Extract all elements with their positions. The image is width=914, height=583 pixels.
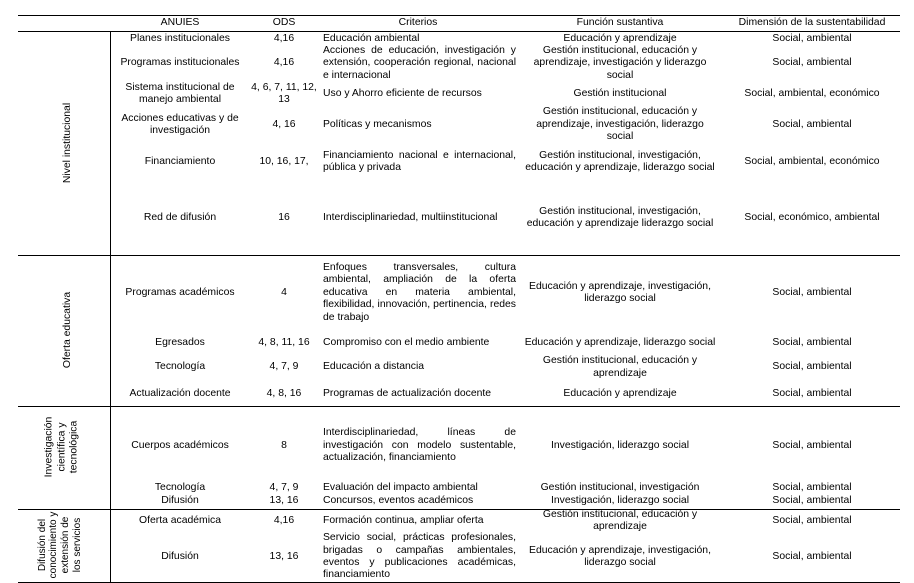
criterios-text: Programas de actualización docente [323,387,492,399]
criterios-text: Compromiso con el medio ambiente [323,336,490,348]
ods-text: 4, 16 [272,118,296,130]
criterios-text: Acciones de educación, investigación y extensión, cooperación regional, nacional e internacional [323,44,516,81]
funcion-text: Educación y aprendizaje [563,32,677,44]
header-anuies: ANUIES [160,17,200,29]
header-dimension: Dimensión de la sustentabilidad [738,17,886,29]
cell-dimension [722,330,902,356]
section-group-label: Investigación científica y tecnológica [43,416,80,478]
criterios-text: Financiamiento nacional e internacional, pública y privada [323,149,516,173]
anuies-text: Cuerpos académicos [131,439,229,451]
cell-funcion [524,510,716,532]
funcion-text: Gestión institucional, educación y aprendizaje [542,355,698,379]
anuies-text: Actualización docente [129,387,231,399]
ods-text: 4,16 [273,514,295,526]
dimension-text: Social, ambiental [772,550,852,562]
ods-text: 4, 7, 9 [269,361,299,373]
cell-criterios [323,510,516,532]
section-group-label: Nivel institucional [61,102,73,184]
criterios-text: Uso y Ahorro eficiente de recursos [323,87,482,99]
cell-ods [250,482,318,495]
cell-ods [250,108,318,142]
anuies-text: Programas institucionales [120,57,240,69]
cell-anuies [112,330,248,356]
section-group-label: Difusión del conocimiento y extensión de los servicios [36,511,83,579]
ods-text: 13, 16 [269,550,299,562]
cell-anuies [112,355,248,380]
dimension-text: Social, económico, ambiental [744,211,880,223]
ods-text: 8 [281,439,287,451]
cell-criterios [323,44,516,81]
cell-ods [250,31,318,47]
dimension-text: Social, ambiental [772,439,852,451]
cell-anuies [112,510,248,532]
cell-criterios [323,198,516,238]
cell-dimension [722,355,902,380]
cell-anuies [112,482,248,495]
criterios-text: Formación continua, ampliar oferta [323,514,484,526]
cell-anuies [112,384,248,404]
cell-dimension [722,384,902,404]
anuies-text: Egresados [155,336,205,348]
cell-criterios [323,355,516,380]
cell-funcion [524,198,716,238]
dimension-text: Social, ambiental [772,514,852,526]
anuies-text: Difusión [161,495,199,507]
anuies-text: Programas académicos [125,286,235,298]
funcion-text: Gestión institucional, educación y aprendizaje, investigación y liderazgo social [533,44,707,81]
cell-anuies [112,424,248,468]
cell-dimension [722,142,902,182]
funcion-text: Gestión institucional, investigación [540,482,700,494]
dimension-text: Social, ambiental [772,336,852,348]
cell-criterios [323,330,516,356]
dimension-text: Social, ambiental [772,118,852,130]
cell-criterios [323,80,516,108]
cell-criterios [323,108,516,142]
header-criterios: Criterios [398,17,438,29]
funcion-text: Educación y aprendizaje, investigación, liderazgo social [529,280,711,304]
cell-dimension [722,532,902,582]
cell-criterios [323,482,516,495]
ods-text: 4,16 [273,57,295,69]
dimension-text: Social, ambiental [772,495,852,507]
cell-funcion [524,384,716,404]
anuies-text: Planes institucionales [130,32,230,44]
cell-criterios [323,495,516,508]
ods-text: 4, 8, 16 [266,387,302,399]
cell-ods [250,424,318,468]
header-ods: ODS [272,17,296,29]
funcion-text: Gestión institucional, educación y aprendizaje [542,508,698,532]
cell-funcion [524,482,716,495]
criterios-text: Políticas y mecanismos [323,118,432,130]
anuies-text: Acciones educativas y de investigación [121,112,239,136]
anuies-text: Financiamiento [144,155,216,167]
cell-criterios [323,142,516,182]
dimension-text: Social, ambiental [772,286,852,298]
cell-dimension [722,510,902,532]
anuies-text: Tecnología [154,361,206,373]
funcion-text: Gestión institucional, investigación, educación y aprendizaje, liderazgo social [525,149,715,173]
cell-anuies [112,31,248,47]
cell-dimension [722,258,902,328]
dimension-text: Social, ambiental [772,32,852,44]
ods-text: 4, 6, 7, 11, 12, 13 [251,81,317,105]
cell-anuies [112,47,248,80]
cell-funcion [524,258,716,328]
funcion-text: Investigación, liderazgo social [550,439,690,451]
funcion-text: Educación y aprendizaje [563,387,677,399]
cell-ods [250,510,318,532]
cell-ods [250,384,318,404]
criterios-text: Interdisciplinariedad, multiinstitucional [323,211,498,223]
cell-funcion [524,495,716,508]
cell-anuies [112,108,248,142]
dimension-text: Social, ambiental, económico [744,155,880,167]
ods-text: 13, 16 [269,495,299,507]
cell-dimension [722,31,902,47]
dimension-text: Social, ambiental, económico [744,87,880,99]
funcion-text: Investigación, liderazgo social [550,495,690,507]
anuies-text: Tecnología [154,482,206,494]
dimension-text: Social, ambiental [772,387,852,399]
funcion-text: Gestión institucional, investigación, educación y aprendizaje liderazgo social [526,205,714,229]
cell-funcion [524,355,716,380]
cell-anuies [112,142,248,182]
anuies-text: Difusión [161,550,199,562]
dimension-text: Social, ambiental [772,57,852,69]
cell-criterios [323,258,516,328]
group-column-rule [110,31,111,583]
criterios-text: Educación ambiental [323,32,420,44]
dimension-text: Social, ambiental [772,482,852,494]
cell-anuies [112,198,248,238]
criterios-text: Servicio social, prácticas profesionales, brigadas o campañas ambientales, eventos y publicaciones académicas, financiamiento [323,532,516,581]
cell-dimension [722,198,902,238]
cell-funcion [524,424,716,468]
ods-text: 4,16 [273,32,295,44]
section-group-label: Oferta educativa [61,291,73,369]
cell-anuies [112,532,248,582]
section-rule [18,255,900,256]
cell-ods [250,355,318,380]
ods-text: 10, 16, 17, [259,155,309,167]
cell-anuies [112,495,248,508]
cell-anuies [112,258,248,328]
cell-funcion [524,44,716,81]
ods-text: 4, 7, 9 [269,482,299,494]
header-funcion: Función sustantiva [576,17,664,29]
criterios-text: Educación a distancia [323,361,425,373]
funcion-text: Educación y aprendizaje, investigación, liderazgo social [529,544,711,568]
ods-text: 4 [281,286,287,298]
criterios-text: Concursos, eventos académicos [323,495,474,507]
anuies-text: Oferta académica [138,514,221,526]
cell-funcion [524,330,716,356]
cell-criterios [323,532,516,582]
cell-criterios [323,384,516,404]
cell-ods [250,495,318,508]
cell-anuies [112,80,248,108]
cell-funcion [524,80,716,108]
funcion-text: Gestión institucional [573,87,667,99]
cell-dimension [722,47,902,80]
cell-dimension [722,482,902,495]
section-rule [18,406,900,407]
cell-funcion [524,532,716,582]
anuies-text: Red de difusión [143,211,217,223]
cell-funcion [524,142,716,182]
cell-dimension [722,495,902,508]
cell-ods [250,142,318,182]
cell-criterios [323,424,516,468]
ods-text: 16 [278,211,290,223]
ods-text: 4, 8, 11, 16 [258,336,310,348]
criterios-text: Enfoques transversales, cultura ambiental, ampliación de la oferta educativa en materia ambiental, flexibilidad, innovación, pertinencia, redes de trabajo [323,261,516,323]
cell-dimension [722,80,902,108]
cell-funcion [524,108,716,142]
dimension-text: Social, ambiental [772,361,852,373]
cell-ods [250,258,318,328]
cell-ods [250,330,318,356]
criterios-text: Evaluación del impacto ambiental [323,482,478,494]
cell-ods [250,80,318,108]
cell-dimension [722,424,902,468]
criterios-text: Interdisciplinariedad, líneas de investigación con modelo sustentable, actualización, financiamiento [323,427,516,464]
cell-ods [250,198,318,238]
cell-dimension [722,108,902,142]
cell-ods [250,47,318,80]
cell-ods [250,532,318,582]
anuies-text: Sistema institucional de manejo ambiental [125,81,235,105]
funcion-text: Gestión institucional, educación y aprendizaje, investigación, liderazgo social [536,106,704,143]
funcion-text: Educación y aprendizaje, liderazgo social [524,336,716,348]
